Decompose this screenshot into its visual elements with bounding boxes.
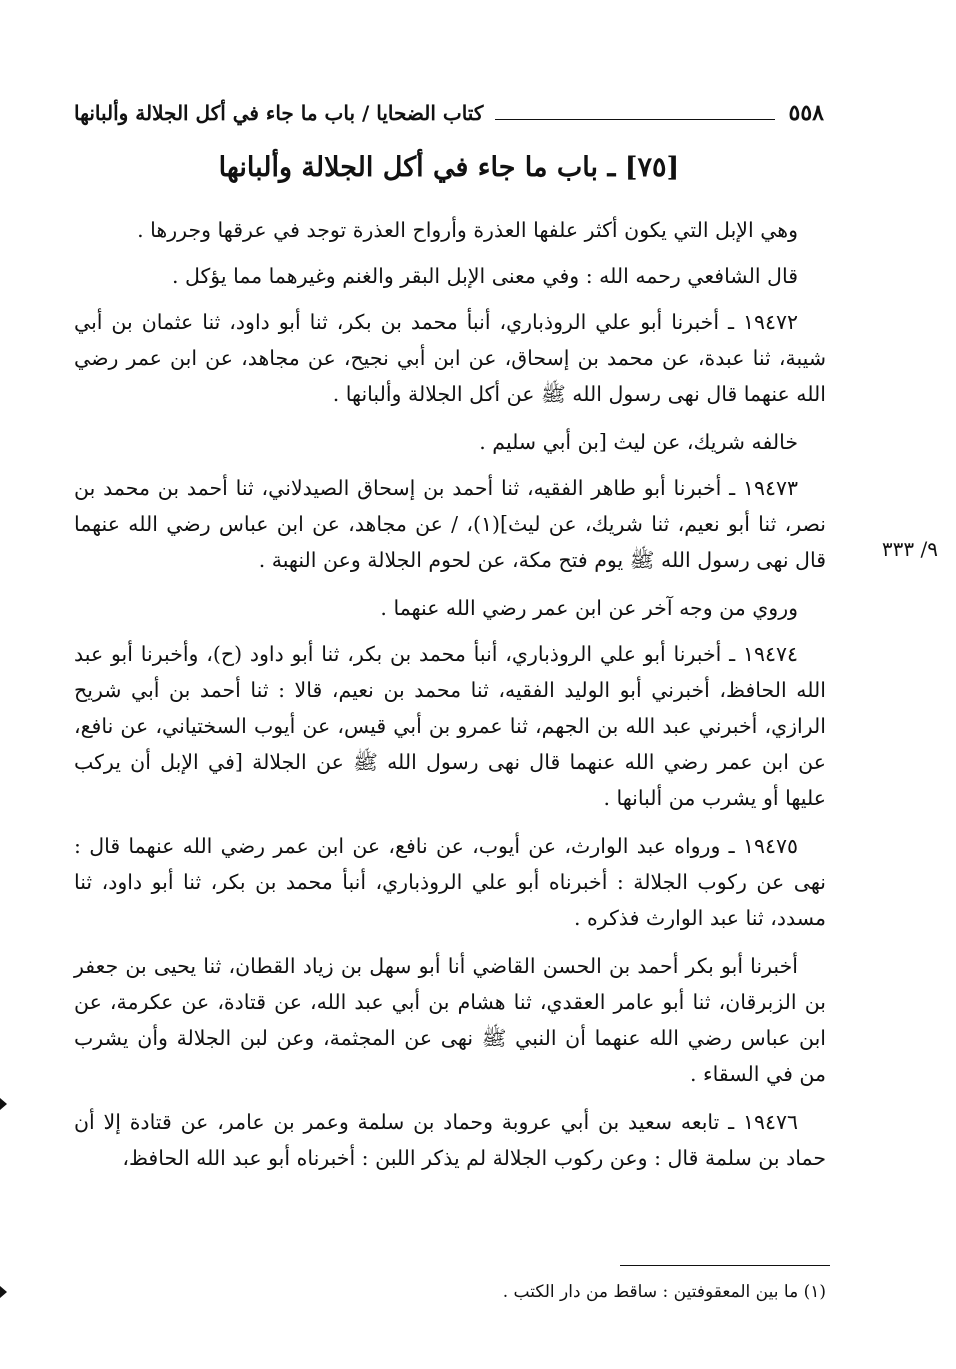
hadith-paragraph: ١٩٤٧٣ ـ أخبرنا أبو طاهر الفقيه، ثنا أحمد بن إسحاق الصيدلاني، ثنا أحمد بن محمد بن نصر، ثنا أبو نعيم، ثنا شريك، عن ليث](١)، / عن مجاهد، عن ابن عباس رضي الله عنهما قال نهى رسول الله ﷺ يوم فتح مكة، عن لحوم الجلالة وعن النهبة . — [74, 476, 826, 572]
hadith-paragraph: ١٩٤٧٦ ـ تابعه سعيد بن أبي عروبة وحماد بن سلمة وعمر بن عامر، عن قتادة إلا أن حماد بن سلمة قال : وعن ركوب الجلالة لم يذكر اللبن : أخبرناه أبو عبد الله الحافظ، — [74, 1110, 826, 1170]
header-rule — [495, 119, 774, 120]
paragraph: وهي الإبل التي يكون أكثر علفها العذرة وأرواح العذرة توجد في عرقها وجررها . — [137, 218, 798, 242]
page-number: ٥٥٨ — [788, 100, 824, 126]
footnote: (١) ما بين المعقوفتين : ساقط من دار الكتب . — [502, 1282, 826, 1302]
scan-edge-mark — [0, 1286, 7, 1298]
footnote-rule — [620, 1265, 830, 1266]
running-title: كتاب الضحايا / باب ما جاء في أكل الجلالة وألبانها — [74, 101, 484, 125]
chapter-title: [٧٥] ـ باب ما جاء في أكل الجلالة وألبانها — [218, 152, 680, 183]
paragraph: خالفه شريك، عن ليث [بن أبي سليم . — [479, 430, 798, 454]
running-header — [74, 96, 824, 130]
hadith-paragraph: ١٩٤٧٢ ـ أخبرنا أبو علي الروذباري، أنبأ محمد بن بكر، ثنا أبو داود، ثنا عثمان بن أبي شيبة، ثنا عبدة، عن محمد بن إسحاق، عن ابن أبي نجيح، عن مجاهد، عن ابن عمر رضي الله عنهما قال نهى رسول الله ﷺ عن أكل الجلالة وألبانها . — [74, 310, 826, 406]
paragraph: قال الشافعي رحمه الله : وفي معنى الإبل البقر والغنم وغيرهما مما يؤكل . — [171, 264, 798, 288]
hadith-paragraph: أخبرنا أبو بكر أحمد بن الحسن القاضي أنا أبو سهل بن زياد القطان، ثنا يحيى بن جعفر بن الزبرقان، ثنا أبو عامر العقدي، ثنا هشام بن أبي عبد الله، عن قتادة، عن عكرمة، عن ابن عباس رضي الله عنهما أن النبي ﷺ نهى عن المجثمة، وعن لبن الجلالة وأن يشرب من في السقاء . — [74, 954, 826, 1086]
scan-edge-mark — [0, 1098, 7, 1110]
body-text — [74, 212, 826, 1188]
margin-volume-reference: ٩/ ٣٣٣ — [881, 537, 938, 561]
paragraph: وروي من وجه آخر عن ابن عمر رضي الله عنهما . — [380, 596, 798, 620]
hadith-paragraph: ١٩٤٧٤ ـ أخبرنا أبو علي الروذباري، أنبأ محمد بن بكر، ثنا أبو داود (ح)، وأخبرنا أبو عبد الله الحافظ، أخبرني أبو الوليد الفقيه، ثنا محمد بن نعيم، قالا : ثنا أحمد بن أبي شريح الرازي، أخبرني عبد الله بن الجهم، ثنا عمرو بن أبي قيس، عن أيوب السختياني، عن نافع، عن ابن عمر رضي الله عنهما قال نهى رسول الله ﷺ عن الجلالة [في الإبل أن يركب عليها أو يشرب من ألبانها . — [74, 642, 826, 810]
hadith-paragraph: ١٩٤٧٥ ـ ورواه عبد الوارث، عن أيوب، عن نافع، عن ابن عمر رضي الله عنهما قال : نهى عن ركوب الجلالة : أخبرناه أبو علي الروذباري، أنبأ محمد بن بكر، ثنا أبو داود، ثنا مسدد، ثنا عبد الوارث فذكره . — [74, 834, 826, 930]
